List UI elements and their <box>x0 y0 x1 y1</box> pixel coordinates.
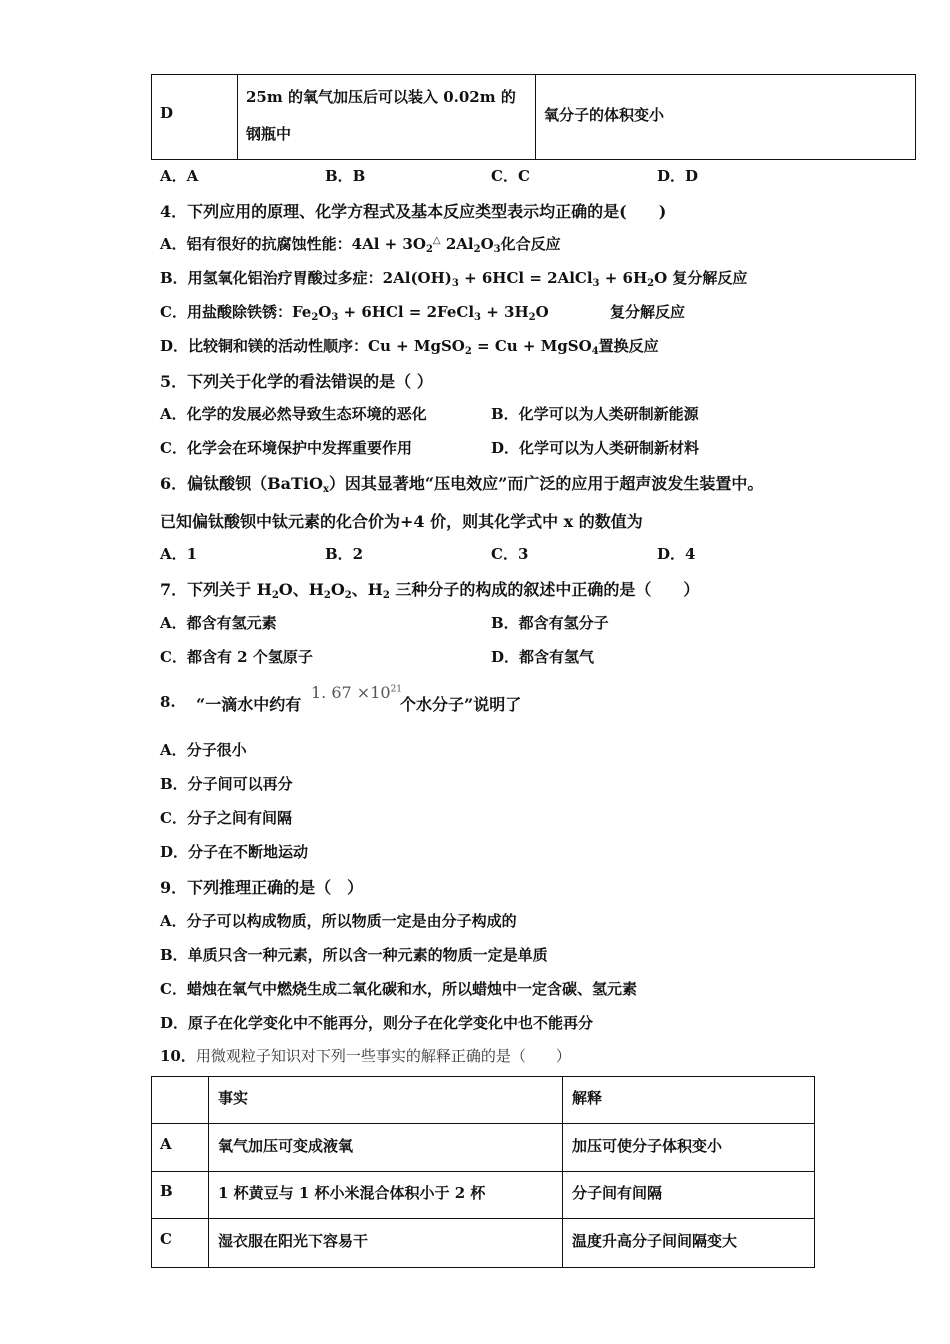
q4-option-c-type: 复分解反应 <box>610 303 686 321</box>
top-table-divider <box>237 74 238 160</box>
q10-row-b-explanation: 分子间有间隔 <box>572 1184 663 1202</box>
q3-option-b[interactable]: B．B <box>325 167 366 185</box>
q10-stem: 10．用微观粒子知识对下列一些事实的解释正确的是（ ） <box>160 1047 571 1065</box>
q6-option-b[interactable]: B．2 <box>325 545 364 563</box>
q8-option-d[interactable]: D．分子在不断地运动 <box>160 843 309 861</box>
q6-option-a[interactable]: A．1 <box>160 545 198 563</box>
q8-option-b[interactable]: B．分子间可以再分 <box>160 775 293 793</box>
q10-header-fact: 事实 <box>218 1089 249 1107</box>
delta-icon: △ <box>432 235 441 246</box>
q4-option-b[interactable]: B．用氢氧化铝治疗胃酸过多症：$2Al(OH)_3 + 6HCl$ = 2AlCl$_3$ + $6H_2O$ 复分解反应 <box>160 269 748 289</box>
q10-table-rule <box>151 1171 815 1172</box>
q9-option-d[interactable]: D．原子在化学变化中不能再分，则分子在化学变化中也不能再分 <box>160 1014 594 1032</box>
q7-option-a[interactable]: A．都含有氢元素 <box>160 614 277 632</box>
q8-option-c[interactable]: C．分子之间有间隔 <box>160 809 292 827</box>
q6-option-d[interactable]: D．4 <box>657 545 696 563</box>
q4-option-c[interactable]: C．用盐酸除铁锈：$Fe_2O_3 + 6HCl$ = 2FeCl$_3$ + $3H_2O$ <box>160 303 549 323</box>
top-table-explanation: 氧分子的体积变小 <box>544 106 665 124</box>
top-table-fact-line1: 25m 的氧气加压后可以装入 0.02m 的 <box>246 88 516 106</box>
q10-row-c-fact: 湿衣服在阳光下容易干 <box>218 1232 369 1250</box>
q5-stem: 5．下列关于化学的看法错误的是（ ） <box>160 372 433 391</box>
q4-stem: 4．下列应用的原理、化学方程式及基本反应类型表示均正确的是( ) <box>160 202 667 221</box>
q6-stem-line2: 已知偏钛酸钡中钛元素的化合价为+4 价，则其化学式中 x 的数值为 <box>160 512 643 531</box>
q5-option-a[interactable]: A．化学的发展必然导致生态环境的恶化 <box>160 405 427 423</box>
q3-option-a[interactable]: A．A <box>160 167 199 185</box>
q4-option-a[interactable]: A．铝有很好的抗腐蚀性能：$4Al + 3O_2^\triangle$ $2Al_2O_3$化合反应 <box>160 235 561 255</box>
q9-option-b[interactable]: B．单质只含一种元素，所以含一种元素的物质一定是单质 <box>160 946 548 964</box>
q10-row-a-fact: 氧气加压可变成液氧 <box>218 1137 354 1155</box>
q8-formula: 1. $67 \times 10^{21}$ <box>311 683 403 702</box>
q3-option-c[interactable]: C．C <box>491 167 530 185</box>
q5-option-c[interactable]: C．化学会在环境保护中发挥重要作用 <box>160 439 412 457</box>
q6-option-c[interactable]: C．3 <box>491 545 529 563</box>
q4-option-d[interactable]: D．比较铜和镁的活动性顺序：Cu + MgSO$_2$ = Cu + MgSO$_4$置换反应 <box>160 337 659 357</box>
q8-number: 8. <box>160 693 176 711</box>
q7-option-c[interactable]: C．都含有 2 个氢原子 <box>160 648 313 666</box>
q3-option-d[interactable]: D．D <box>657 167 699 185</box>
top-table-fact-line2: 钢瓶中 <box>246 125 292 143</box>
top-table-row-label: D <box>160 104 174 122</box>
q5-option-b[interactable]: B．化学可以为人类研制新能源 <box>491 405 699 423</box>
q7-option-b[interactable]: B．都含有氢分子 <box>491 614 609 632</box>
q8-stem-post: 个水分子”说明了 <box>400 695 522 714</box>
q10-table-rule <box>151 1218 815 1219</box>
q10-table-rule <box>151 1123 815 1124</box>
q10-header-explanation: 解释 <box>572 1089 603 1107</box>
q10-row-a-explanation: 加压可使分子体积变小 <box>572 1137 723 1155</box>
q10-row-a-label: A <box>160 1135 172 1153</box>
q5-option-d[interactable]: D．化学可以为人类研制新材料 <box>491 439 700 457</box>
q7-option-d[interactable]: D．都含有氢气 <box>491 648 595 666</box>
q10-row-b-fact: 1 杯黄豆与 1 杯小米混合体积小于 2 杯 <box>218 1184 486 1202</box>
q10-row-c-explanation: 温度升高分子间间隔变大 <box>572 1232 738 1250</box>
q10-row-c-label: C <box>160 1230 172 1248</box>
top-table-divider <box>535 74 536 160</box>
q8-option-a[interactable]: A．分子很小 <box>160 741 247 759</box>
q10-row-b-label: B <box>160 1182 173 1200</box>
q8-stem-pre: “一滴水中约有 <box>196 695 302 714</box>
q9-option-c[interactable]: C．蜡烛在氧气中燃烧生成二氧化碳和水，所以蜡烛中一定含碳、氢元素 <box>160 980 637 998</box>
q9-option-a[interactable]: A．分子可以构成物质，所以物质一定是由分子构成的 <box>160 912 517 930</box>
q7-stem: 7．下列关于 $H_2O$、$H_2O_2$、$H_2$ 三种分子的构成的叙述中正确的是（ ） <box>160 580 700 601</box>
q9-stem: 9．下列推理正确的是（ ） <box>160 878 364 897</box>
q6-stem: 6．偏钛酸钡（BaTiO$_x$）因其显著地“压电效应”而广泛的应用于超声波发生装置中。 <box>160 474 764 495</box>
